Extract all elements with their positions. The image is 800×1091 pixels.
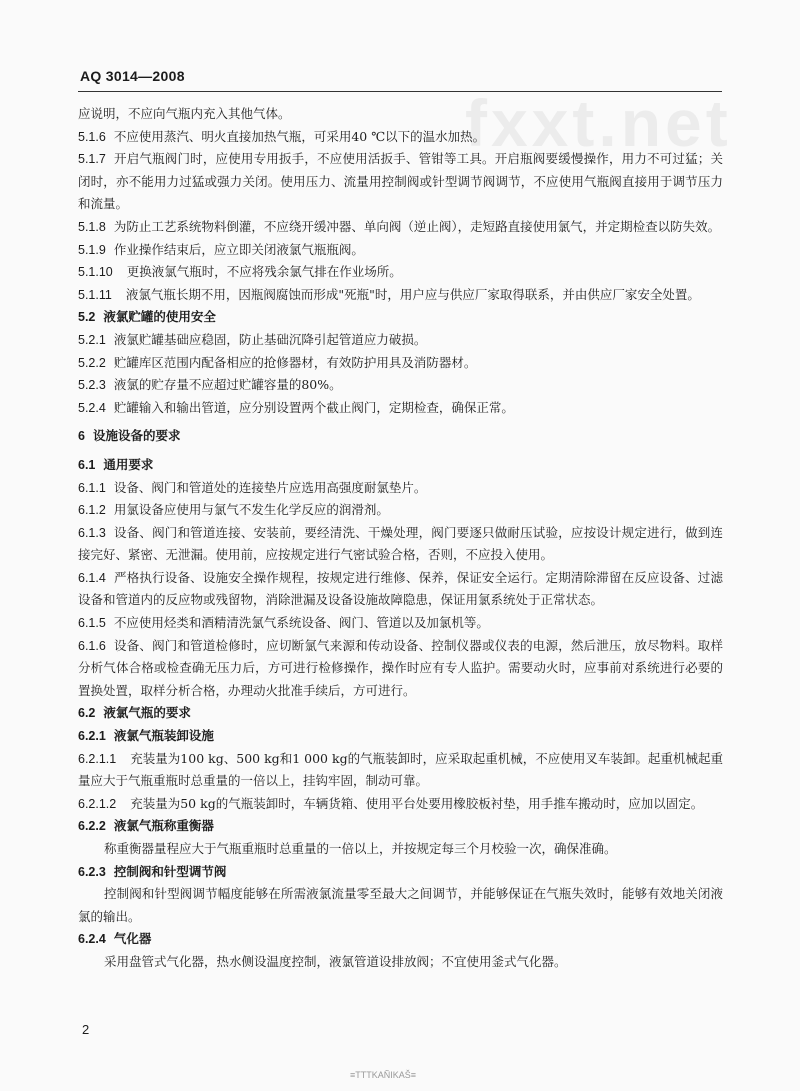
clause-text: 贮罐库区范围内配备相应的抢修器材，有效防护用具及消防器材。 [113,354,477,370]
footer-mark: ≡TTTKAÑIKAŠ≡ [350,1070,417,1080]
clause-text: 设备、阀门和管道连接、安装前，要经清洗、干燥处理，阀门要逐只做耐压试验，应按设计规定进行，做到连接完好、紧密、无泄漏。使用前，应按规定进行气密试验合格，否则，不应投入使用。 [78,524,723,563]
clause-paragraph [78,499,723,522]
clause-text: 开启气瓶阀门时，应使用专用扳手，不应使用活扳手、管钳等工具。开启瓶阀要缓慢操作，用力不可过猛；关闭时，亦不能用力过猛或强力关闭。使用压力、流量用控制阀或针型调节阀调节，不应使用气瓶阀直接用于调节压力和流量。 [78,151,723,212]
page-number: 2 [82,1022,90,1037]
clause-number: 5.1.11 [78,287,112,302]
clause-text: 严格执行设备、设施安全操作规程，按规定进行维修、保养，保证安全运行。定期清除滞留在反应设备、过滤设备和管道内的反应物或残留物，消除泄漏及设备设施故障隐患，保证用氯系统处于正常状态。 [78,569,723,608]
watermark-text: fxxt.net [465,86,732,160]
clause-paragraph [78,635,723,703]
section-heading [78,815,723,838]
clause-paragraph [78,748,723,793]
clause-number: 6.1.1 [78,480,106,495]
clause-text: 设备、阀门和管道检修时，应切断氯气来源和传动设备、控制仪器或仪表的电源，然后泄压，放尽物料。取样分析气体合格或检查确无压力后，方可进行检修操作，操作时应有专人监护。需要动火时，应事前对系统进行必要的置换处置，取样分析合格，办理动火批准手续后，方可进行。 [78,637,723,698]
clause-number: 6.2.2 [78,819,106,834]
clause-paragraph [78,148,723,216]
clause-number: 5.2.2 [78,355,106,370]
heading-text: 液氯贮罐的使用安全 [103,309,216,325]
clause-paragraph [78,329,723,352]
clause-paragraph [78,477,723,500]
clause-number: 5.2 [78,310,96,325]
clause-number: 5.2.3 [78,378,106,393]
clause-number: 5.1.9 [78,242,106,257]
clause-text: 不应使用蒸汽、明火直接加热气瓶，可采用40 ℃以下的温水加热。 [113,128,486,144]
clause-number: 6.2.1.2 [78,796,117,811]
clause-paragraph [78,126,723,149]
clause-text: 液氯的贮存量不应超过贮罐容量的80%。 [113,377,342,393]
clause-text: 用氯设备应使用与氯气不发生化学反应的润滑剂。 [113,502,389,518]
clause-text: 充装量为100 kg、500 kg和1 000 kg的气瓶装卸时，应采取起重机械，不应使用叉车装卸。起重机械起重量应大于气瓶重瓶时总重量的一倍以上，挂钩牢固，制动可靠。 [78,750,723,789]
section-heading [78,928,723,951]
clause-number: 6.2.1.1 [78,751,117,766]
heading-text: 气化器 [113,931,152,947]
clause-text: 不应使用烃类和酒精清洗氯气系统设备、阀门、管道以及加氯机等。 [113,615,489,631]
section-heading [78,306,723,329]
heading-text: 液氯气瓶装卸设施 [113,728,214,744]
clause-text: 贮罐输入和输出管道，应分别设置两个截止阀门，定期检查，确保正常。 [113,399,514,415]
clause-number: 6.2.1 [78,729,106,744]
heading-text: 设施设备的要求 [92,428,181,444]
clause-paragraph [78,216,723,239]
section-heading [78,702,723,725]
clause-number: 5.1.6 [78,129,106,144]
clause-number: 6.2 [78,706,96,721]
clause-paragraph [78,838,723,861]
clause-text: 液氯气瓶长期不用，因瓶阀腐蚀而形成"死瓶"时，用户应与供应厂家取得联系，并由供应厂家安全处置。 [125,286,700,302]
clause-paragraph [78,261,723,284]
clause-text: 采用盘管式气化器，热水侧设温度控制，液氯管道设排放阀；不宜使用釜式气化器。 [104,953,567,969]
clause-paragraph [78,567,723,612]
clause-paragraph [78,374,723,397]
clause-text: 更换液氯气瓶时，不应将残余氯气排在作业场所。 [126,264,402,280]
heading-text: 通用要求 [103,456,154,472]
section-heading [78,425,723,448]
clause-paragraph [78,239,723,262]
section-heading [78,454,723,477]
clause-paragraph [78,103,723,126]
clause-paragraph [78,352,723,375]
clause-text: 称重衡器量程应大于气瓶重瓶时总重量的一倍以上，并按规定每三个月校验一次，确保准确。 [104,841,617,856]
clause-number: 5.1.8 [78,219,106,234]
clause-number: 6.1.3 [78,525,106,540]
header-rule [78,91,722,92]
clause-paragraph [78,397,723,420]
clause-number: 5.2.1 [78,332,106,347]
section-heading [78,725,723,748]
clause-text: 作业操作结束后，应立即关闭液氯气瓶瓶阀。 [113,241,364,257]
clause-text: 应说明，不应向气瓶内充入其他气体。 [78,106,291,121]
clause-number: 6.1 [78,457,96,472]
clause-paragraph [78,883,723,928]
clause-text: 充装量为50 kg的气瓶装卸时，车辆货箱、使用平台处要用橡胶板衬垫，用手推车搬动时，应加以固定。 [130,795,704,811]
clause-text: 控制阀和针型阀调节幅度能够在所需液氯流量零至最大之间调节，并能够保证在气瓶失效时，能够有效地关闭液氯的输出。 [78,886,723,924]
clause-text: 设备、阀门和管道处的连接垫片应选用高强度耐氯垫片。 [113,479,427,495]
clause-paragraph [78,612,723,635]
clause-text: 为防止工艺系统物料倒灌，不应绕开缓冲器、单向阀（逆止阀），走短路直接使用氯气，并定期检查以防失效。 [113,218,721,234]
clause-paragraph [78,951,723,974]
clause-paragraph [78,793,723,816]
clause-number: 6.1.5 [78,616,106,631]
section-heading [78,861,723,884]
clause-number: 6.2.3 [78,864,106,879]
clause-number: 5.2.4 [78,400,106,415]
clause-paragraph [78,284,723,307]
document-code: AQ 3014—2008 [80,68,185,84]
clause-number: 5.1.10 [78,265,113,280]
clause-number: 6.1.6 [78,638,106,653]
clause-text: 液氯贮罐基础应稳固，防止基础沉降引起管道应力破损。 [113,331,427,347]
clause-number: 6.2.4 [78,932,106,947]
heading-text: 控制阀和针型调节阀 [113,863,227,879]
heading-text: 液氯气瓶称重衡器 [113,818,214,834]
document-body [78,103,723,974]
clause-paragraph [78,522,723,567]
clause-number: 6.1.2 [78,503,106,518]
clause-number: 5.1.7 [78,152,106,167]
clause-number: 6.1.4 [78,570,106,585]
heading-text: 液氯气瓶的要求 [103,705,191,721]
clause-number: 6 [78,429,85,444]
